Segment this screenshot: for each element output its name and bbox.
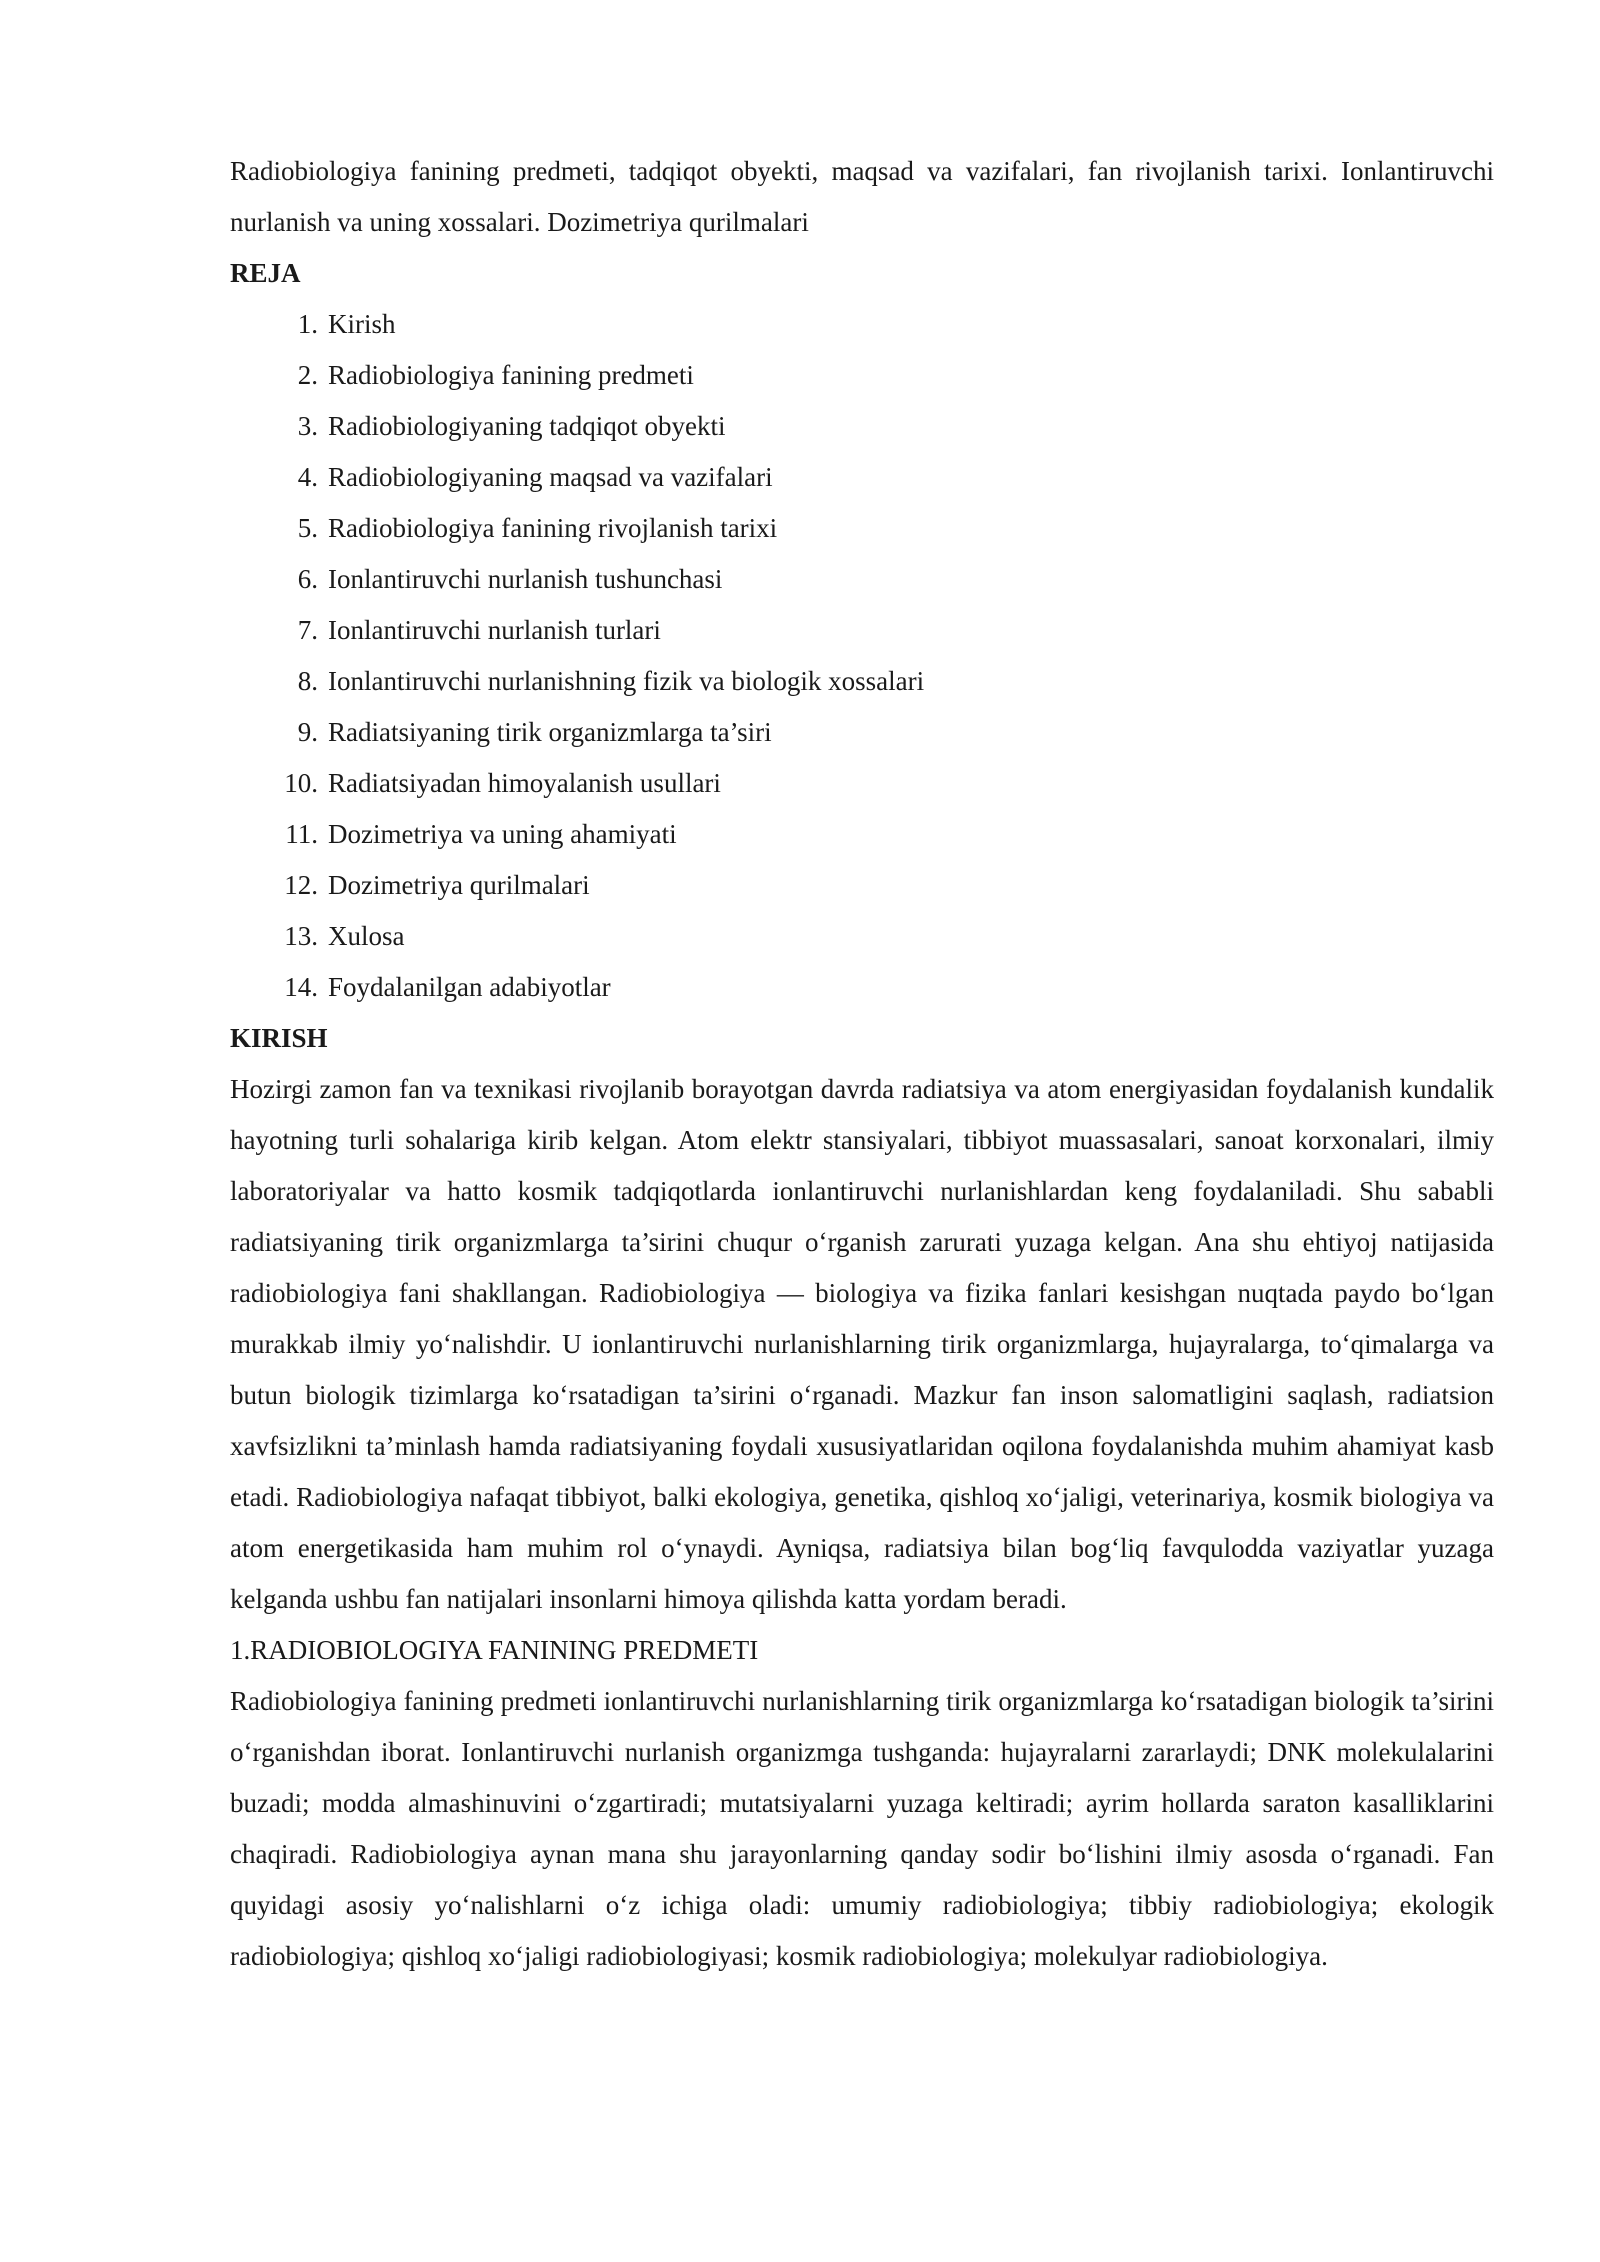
plan-item xyxy=(230,350,1494,401)
plan-item-number: 10. xyxy=(284,768,318,798)
plan-item-number: 12. xyxy=(284,870,318,900)
plan-item xyxy=(230,401,1494,452)
plan-item-number: 2. xyxy=(297,360,318,390)
plan-item-text: Radiobiologiyaning maqsad va vazifalari xyxy=(328,462,773,492)
plan-item-number: 13. xyxy=(284,921,318,951)
plan-item-number: 5. xyxy=(297,513,318,543)
plan-item xyxy=(230,605,1494,656)
plan-item xyxy=(230,911,1494,962)
plan-item-text: Radiobiologiya fanining rivojlanish tarixi xyxy=(328,513,778,543)
plan-item xyxy=(230,452,1494,503)
section-heading: 1.RADIOBIOLOGIYA FANINING PREDMETI xyxy=(230,1635,759,1665)
plan-item-text: Radiobiologiya fanining predmeti xyxy=(328,360,694,390)
plan-item xyxy=(230,299,1494,350)
plan-item-text: Ionlantiruvchi nurlanish turlari xyxy=(328,615,661,645)
plan-item xyxy=(230,809,1494,860)
plan-item-text: Ionlantiruvchi nurlanish tushunchasi xyxy=(328,564,723,594)
plan-item xyxy=(230,656,1494,707)
plan-item-text: Kirish xyxy=(328,309,396,339)
plan-item-text: Radiobiologiyaning tadqiqot obyekti xyxy=(328,411,726,441)
plan-item-number: 3. xyxy=(297,411,318,441)
plan-item xyxy=(230,758,1494,809)
plan-item-number: 4. xyxy=(297,462,318,492)
document-page xyxy=(230,146,1494,1982)
plan-list xyxy=(230,299,1494,1013)
plan-item-number: 14. xyxy=(284,972,318,1002)
plan-item-number: 11. xyxy=(285,819,318,849)
plan-item-number: 7. xyxy=(297,615,318,645)
document-title: Radiobiologiya fanining predmeti, tadqiqot obyekti, maqsad va vazifalari, fan rivojlanish tarixi. Ionlantiruvchi nurlanish va uning xossalari. Dozimetriya qurilmalari xyxy=(230,156,1494,237)
plan-item xyxy=(230,554,1494,605)
section-paragraph: Radiobiologiya fanining predmeti ionlantiruvchi nurlanishlarning tirik organizmlarga ko‘rsatadigan biologik ta’sirini o‘rganishdan iborat. Ionlantiruvchi nurlanish organizmga tushganda: hujayralarni zararlaydi; DNK molekulalarini buzadi; modda almashinuvini o‘zgartiradi; mutatsiyalarni yuzaga keltiradi; ayrim hollarda saraton kasalliklarini chaqiradi. Radiobiologiya aynan mana shu jarayonlarning qanday sodir bo‘lishini ilmiy asosda o‘rganadi. Fan quyidagi asosiy yo‘nalishlarni o‘z ichiga oladi: umumiy radiobiologiya; tibbiy radiobiologiya; ekologik radiobiologiya; qishloq xo‘jaligi radiobiologiyasi; kosmik radiobiologiya; molekulyar radiobiologiya. xyxy=(230,1686,1494,1971)
plan-heading: REJA xyxy=(230,258,301,288)
plan-item xyxy=(230,860,1494,911)
plan-item-text: Dozimetriya qurilmalari xyxy=(328,870,590,900)
plan-item-number: 8. xyxy=(297,666,318,696)
plan-item xyxy=(230,962,1494,1013)
plan-item-number: 6. xyxy=(297,564,318,594)
plan-item-text: Xulosa xyxy=(328,921,405,951)
plan-item-number: 9. xyxy=(297,717,318,747)
intro-heading: KIRISH xyxy=(230,1023,328,1053)
plan-item-text: Radiatsiyadan himoyalanish usullari xyxy=(328,768,721,798)
plan-item-text: Dozimetriya va uning ahamiyati xyxy=(328,819,677,849)
plan-item-text: Radiatsiyaning tirik organizmlarga ta’siri xyxy=(328,717,772,747)
plan-item-text: Ionlantiruvchi nurlanishning fizik va biologik xossalari xyxy=(328,666,925,696)
plan-item xyxy=(230,707,1494,758)
intro-paragraph: Hozirgi zamon fan va texnikasi rivojlanib borayotgan davrda radiatsiya va atom energiyasidan foydalanish kundalik hayotning turli sohalariga kirib kelgan. Atom elektr stansiyalari, tibbiyot muassasalari, sanoat korxonalari, ilmiy laboratoriyalar va hatto kosmik tadqiqotlarda ionlantiruvchi nurlanishlardan keng foydalaniladi. Shu sababli radiatsiyaning tirik organizmlarga ta’sirini chuqur o‘rganish zarurati yuzaga kelgan. Ana shu ehtiyoj natijasida radiobiologiya fani shakllangan. Radiobiologiya — biologiya va fizika fanlari kesishgan nuqtada paydo bo‘lgan murakkab ilmiy yo‘nalishdir. U ionlantiruvchi nurlanishlarning tirik organizmlarga, hujayralarga, to‘qimalarga va butun biologik tizimlarga ko‘rsatadigan ta’sirini o‘rganadi. Mazkur fan inson salomatligini saqlash, radiatsion xavfsizlikni ta’minlash hamda radiatsiyaning foydali xususiyatlaridan oqilona foydalanishda muhim ahamiyat kasb etadi. Radiobiologiya nafaqat tibbiyot, balki ekologiya, genetika, qishloq xo‘jaligi, veterinariya, kosmik biologiya va atom energetikasida ham muhim rol o‘ynaydi. Ayniqsa, radiatsiya bilan bog‘liq favqulodda vaziyatlar yuzaga kelganda ushbu fan natijalari insonlarni himoya qilishda katta yordam beradi. xyxy=(230,1074,1494,1614)
plan-item-text: Foydalanilgan adabiyotlar xyxy=(328,972,611,1002)
plan-item-number: 1. xyxy=(297,309,318,339)
plan-item xyxy=(230,503,1494,554)
